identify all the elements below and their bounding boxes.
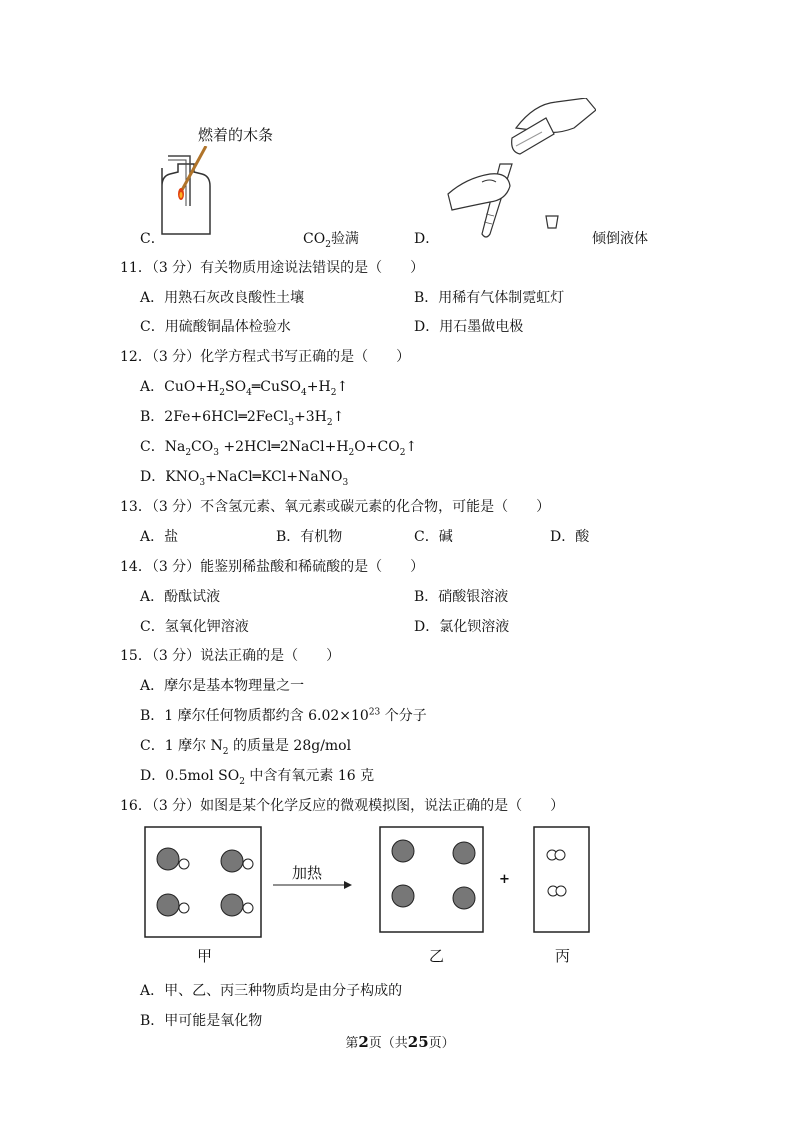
page-footer: 第2页（共25页）	[345, 1033, 455, 1051]
page-total: 25	[407, 1033, 429, 1051]
q15-stem: 15．（3 分）说法正确的是（ ）	[120, 648, 341, 664]
q16-stem: 16．（3 分）如图是某个化学反应的微观模拟图，说法正确的是（ ）	[120, 798, 565, 814]
q11-option-d: D．用石墨做电极	[414, 319, 524, 335]
q13-option-c: C．碱	[414, 529, 453, 545]
q14-option-d: D．氯化钡溶液	[414, 619, 510, 635]
q10-option-c-letter: C．	[140, 231, 165, 247]
atom-yi-1	[392, 840, 414, 862]
q15-option-c: C．1 摩尔 $N_2$ 的质量是 28g/mol	[140, 738, 352, 757]
q11-option-b: B．用稀有气体制霓虹灯	[414, 290, 565, 306]
pour-liquid-figure	[446, 98, 596, 240]
q11-option-a: A．用熟石灰改良酸性土壤	[140, 290, 305, 306]
q11-stem: 11．（3 分）有关物质用途说法错误的是（ ）	[120, 260, 425, 276]
q15-option-b: B．1 摩尔任何物质都约含 $6.02\times 10^{23}$ 个分子	[140, 707, 427, 724]
label-jia: 甲	[197, 947, 213, 965]
atom-yi-4	[453, 887, 475, 909]
figure-c-label: 燃着的木条	[198, 126, 274, 144]
q12-option-b: B．$2Fe+6HCl═2FeCl_3+3H_2↑$	[140, 409, 345, 428]
atom-yi-3	[392, 885, 414, 907]
q12-stem: 12．（3 分）化学方程式书写正确的是（ ）	[120, 349, 411, 365]
box-jia	[145, 827, 261, 937]
q13-stem: 13．（3 分）不含氢元素、氧元素或碳元素的化合物，可能是（ ）	[120, 499, 551, 515]
page-number: 2	[358, 1033, 369, 1051]
molecule-bing-2	[548, 886, 566, 896]
q15-option-a: A．摩尔是基本物理量之一	[140, 678, 305, 694]
molecule-bing-1	[547, 850, 565, 860]
q11-option-c: C．用硫酸铜晶体检验水	[140, 319, 291, 335]
arrow-label-heat: 加热	[292, 864, 323, 882]
q12-option-c: C．$Na_2CO_3$ $+2HCl═2NaCl+H_2O+CO_2↑$	[140, 439, 418, 458]
q10-option-d-letter: D．	[414, 231, 440, 247]
q13-option-d: D．酸	[550, 529, 590, 545]
q10-option-c-caption: $CO_2$验满	[303, 231, 359, 250]
q16-option-a: A．甲、乙、丙三种物质均是由分子构成的	[140, 983, 403, 999]
label-bing: 丙	[555, 947, 571, 965]
label-yi: 乙	[429, 947, 445, 965]
q13-option-a: A．盐	[140, 529, 179, 545]
q14-option-b: B．硝酸银溶液	[414, 589, 509, 605]
box-bing	[534, 827, 589, 932]
co2-check-figure	[150, 146, 230, 241]
q16-option-b: B．甲可能是氧化物	[140, 1013, 263, 1029]
q14-stem: 14．（3 分）能鉴别稀盐酸和稀硫酸的是（ ）	[120, 559, 425, 575]
q10-option-d-caption: 倾倒液体	[592, 231, 648, 247]
q15-option-d: D．0.5mol $SO_2$ 中含有氧元素 16 克	[140, 768, 375, 787]
plus-sign: +	[499, 872, 510, 887]
q14-option-c: C．氢氧化钾溶液	[140, 619, 249, 635]
q12-option-a: A．$CuO+H_2SO_4═CuSO_4+H_2↑$	[140, 379, 349, 398]
reaction-micro-diagram	[140, 824, 600, 940]
q12-option-d: D．$KNO_3+NaCl═KCl+NaNO_3$	[140, 469, 349, 488]
q13-option-b: B．有机物	[276, 529, 343, 545]
q14-option-a: A．酚酞试液	[140, 589, 221, 605]
atom-yi-2	[453, 842, 475, 864]
